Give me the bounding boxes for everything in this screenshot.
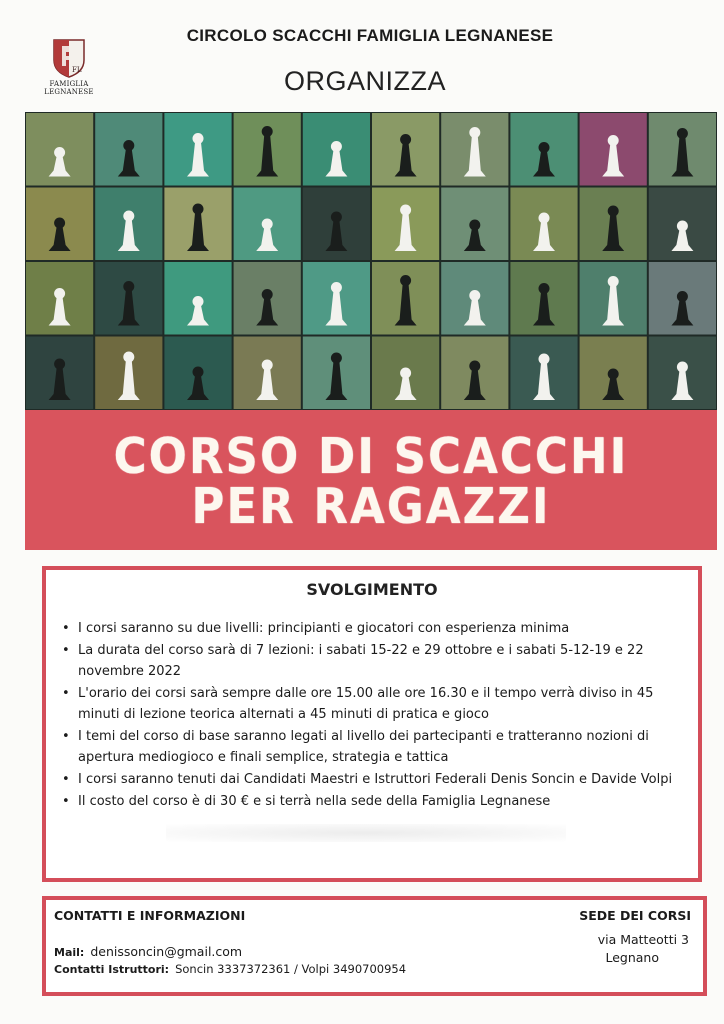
venue-title: SEDE DEI CORSI <box>579 908 691 923</box>
list-item: • La durata del corso sarà di 7 lezioni: i sabati 15-22 e 29 ottobre e i sabati 5-12-19 e 22 novembre 2022 <box>60 640 690 682</box>
list-item: • Il costo del corso è di 30 € e si terrà nella sede della Famiglia Legnanese <box>60 791 690 812</box>
logo-initials: FL <box>72 66 82 74</box>
mail-label: Mail: <box>54 946 85 959</box>
shield-logo-icon <box>52 36 86 78</box>
banner-title-line2: PER RAGAZZI <box>191 477 551 536</box>
program-list <box>60 618 690 813</box>
subtitle: ORGANIZZA <box>283 66 446 96</box>
program-box <box>42 566 702 882</box>
club-title: CIRCOLO SCACCHI FAMIGLIA LEGNANESE <box>186 26 554 45</box>
contacts-title: CONTATTI E INFORMAZIONI <box>54 908 246 923</box>
phone-numbers: Soncin 3337372361 / Volpi 3490700954 <box>175 962 407 976</box>
phone-line <box>54 962 406 976</box>
banner-title-line1: CORSO DI SCACCHI <box>113 427 629 486</box>
venue-city: Legnano <box>605 950 659 965</box>
venue-address: via Matteotti 3 <box>597 932 689 947</box>
chess-pieces-image <box>25 112 717 410</box>
list-item: • I temi del corso di base saranno legati al livello dei partecipanti e tratteranno nozioni di apertura mediogioco e finali semplice, strategia e tattica <box>60 726 690 768</box>
mail-address[interactable]: denissoncin@gmail.com <box>90 944 243 959</box>
program-title: SVOLGIMENTO <box>306 580 438 599</box>
list-item: • I corsi saranno su due livelli: principianti e giocatori con esperienza minima <box>60 618 690 639</box>
list-item: • L'orario dei corsi sarà sempre dalle ore 15.00 alle ore 16.30 e il tempo verrà diviso in 45 minuti di lezione teorica alternati a 45 minuti di pratica e gioco <box>60 683 690 725</box>
contact-box <box>42 896 707 996</box>
list-item: • I corsi saranno tenuti dai Candidati Maestri e Istruttori Federali Denis Soncin e Davide Volpi <box>60 769 690 790</box>
scan-smudge <box>166 824 566 842</box>
logo-caption: FAMIGLIA LEGNANESE <box>44 80 94 96</box>
logo <box>32 36 106 96</box>
course-banner <box>25 410 717 550</box>
phone-label: Contatti Istruttori: <box>54 963 170 976</box>
mail-line <box>54 944 242 959</box>
